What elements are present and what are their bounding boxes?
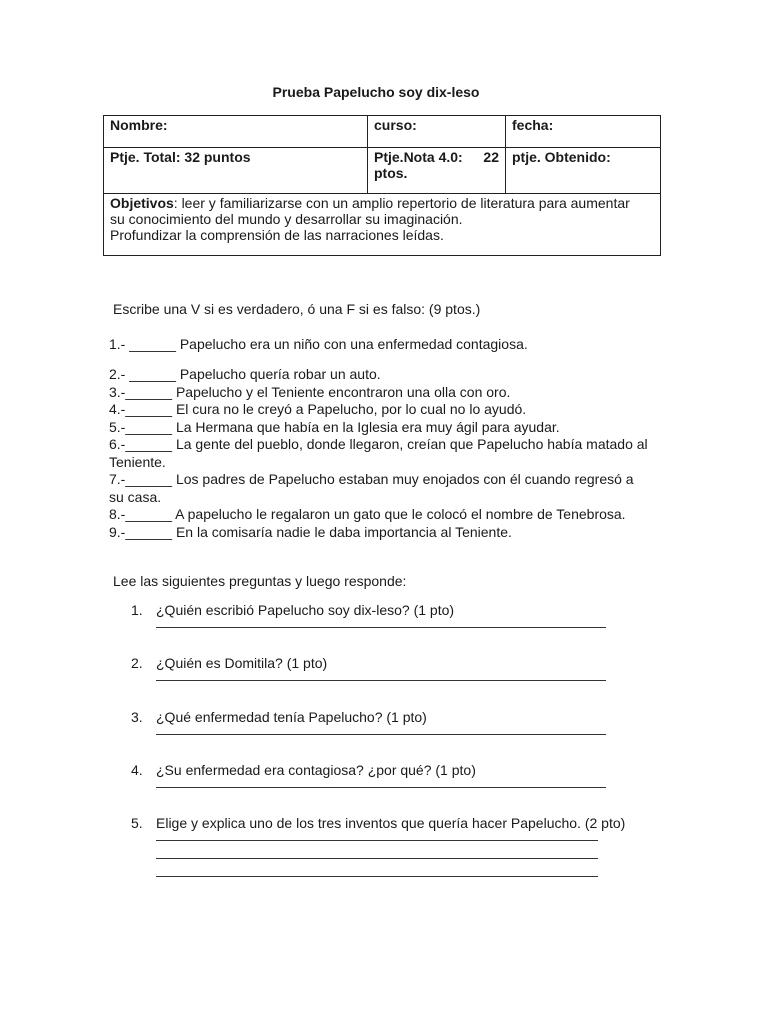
questions-list (110, 602, 650, 877)
curso-field[interactable]: curso: (368, 116, 506, 148)
ptje-obtenido-field[interactable]: ptje. Obtenido: (506, 148, 661, 194)
vf-list (109, 366, 649, 541)
vf-item-2: 2.- ______ Papelucho quería robar un auto. (109, 366, 381, 382)
page-title: Prueba Papelucho soy dix-leso (272, 84, 480, 100)
vf-item-6: 6.-______ La gente del pueblo, donde llegaron, creían que Papelucho había matado al Teniente. (109, 436, 648, 470)
objetivos-cell (104, 194, 661, 256)
question-text: ¿Qué enfermedad tenía Papelucho? (1 pto) (156, 709, 427, 725)
question-number: 5. (131, 815, 143, 831)
answer-line[interactable] (156, 627, 606, 628)
vf-item-4: 4.-______ El cura no le creyó a Papelucho, por lo cual no lo ayudó. (109, 401, 527, 417)
question-item (110, 815, 650, 877)
objetivos-line-2: su conocimiento del mundo y desarrollar su imaginación. (110, 211, 463, 227)
question-text: Elige y explica uno de los tres inventos que quería hacer Papelucho. (2 pto) (156, 815, 626, 831)
question-item (110, 762, 650, 815)
question-number: 3. (131, 709, 143, 725)
answer-line[interactable] (156, 680, 606, 681)
questions-instruction: Lee las siguientes preguntas y luego responde: (113, 573, 407, 589)
objetivos-label: Objetivos (110, 195, 174, 211)
vf-item-1: 1.- ______ Papelucho era un niño con una enfermedad contagiosa. (109, 336, 528, 352)
question-item (110, 709, 650, 762)
objetivos-line-3: Profundizar la comprensión de las narraciones leídas. (110, 227, 444, 243)
ptje-nota-value: 22 (483, 149, 499, 165)
fecha-field[interactable]: fecha: (506, 116, 661, 148)
answer-line[interactable] (156, 734, 606, 735)
question-number: 2. (131, 655, 143, 671)
answer-line[interactable] (156, 840, 598, 841)
question-text: ¿Quién es Domitila? (1 pto) (156, 655, 328, 671)
vf-instruction: Escribe una V si es verdadero, ó una F si es falso: (9 ptos.) (113, 301, 481, 317)
question-text: ¿Su enfermedad era contagiosa? ¿por qué? (1 pto) (156, 762, 476, 778)
question-number: 1. (131, 602, 143, 618)
vf-item-7: 7.-______ Los padres de Papelucho estaban muy enojados con él cuando regresó a su casa. (109, 471, 634, 505)
objetivos-text: : leer y familiarizarse con un amplio repertorio de literatura para aumentar (173, 195, 630, 211)
ptje-total: Ptje. Total: 32 puntos (104, 148, 368, 194)
ptje-nota (368, 148, 506, 194)
question-item (110, 655, 650, 709)
answer-line[interactable] (156, 858, 598, 859)
question-text: ¿Quién escribió Papelucho soy dix-leso? (1 pto) (156, 602, 455, 618)
question-item (110, 602, 650, 655)
question-number: 4. (131, 762, 143, 778)
vf-item-9: 9.-______ En la comisaría nadie le daba importancia al Teniente. (109, 523, 512, 540)
vf-item-8: 8.-______ A papelucho le regalaron un gato que le colocó el nombre de Tenebrosa. (109, 506, 626, 522)
student-info-table (103, 115, 661, 256)
vf-item-5: 5.-______ La Hermana que había en la Iglesia era muy ágil para ayudar. (109, 418, 560, 435)
vf-item-3: 3.-______ Papelucho y el Teniente encontraron una olla con oro. (109, 383, 511, 400)
answer-line[interactable] (156, 787, 606, 788)
nombre-field[interactable]: Nombre: (104, 116, 368, 148)
answer-line[interactable] (156, 876, 598, 877)
ptje-nota-label: Ptje.Nota 4.0: (374, 149, 463, 165)
ptje-nota-unit: ptos. (374, 165, 408, 181)
